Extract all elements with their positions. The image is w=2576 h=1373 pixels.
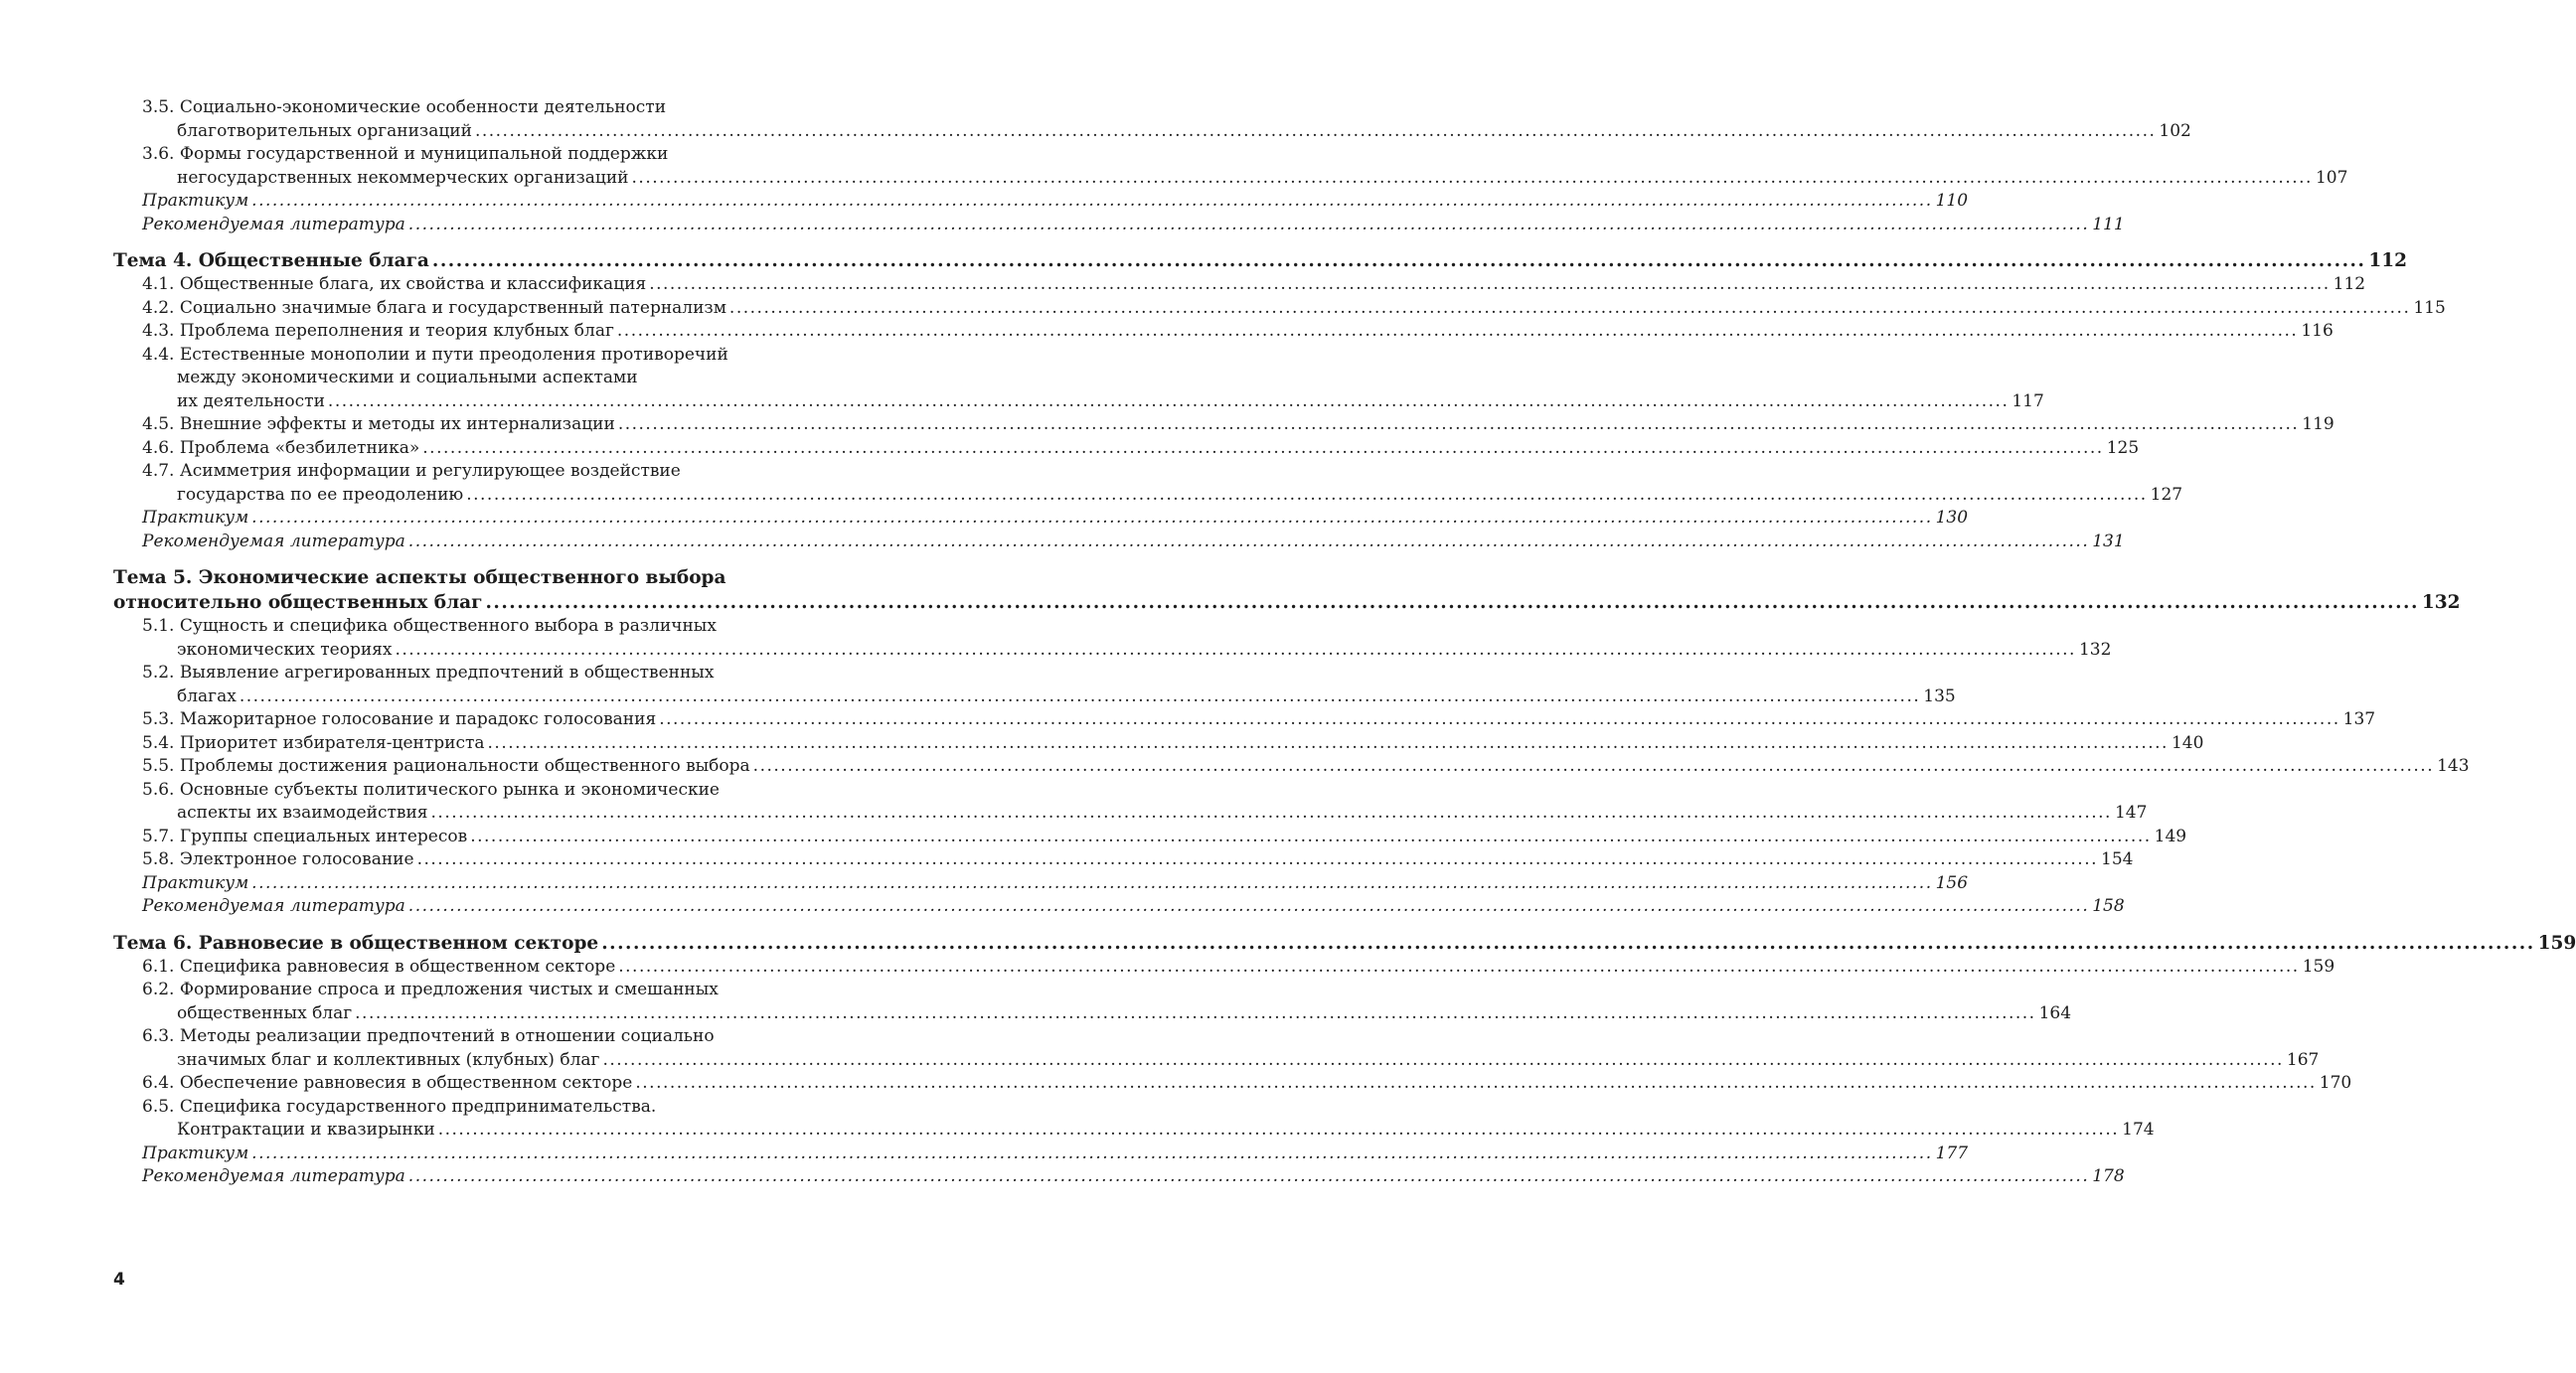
toc-section-entry[interactable] (113, 779, 2148, 826)
toc-page-number: 132 (2078, 639, 2112, 660)
toc-section-entry[interactable] (113, 956, 2335, 980)
toc-entry-text: 6.5. Специфика государственного предпринимательства. (142, 1096, 657, 1117)
toc-entry-text: благотворительных организаций (177, 120, 472, 141)
toc-entry-text: аспекты их взаимодействия (177, 803, 428, 823)
toc-topic-entry[interactable] (113, 931, 2576, 956)
dot-leader (635, 1073, 2316, 1093)
toc-entry-text: экономических теориях (177, 639, 393, 660)
dot-leader (470, 827, 2151, 846)
toc-section-entry[interactable] (113, 732, 2204, 756)
dot-leader (408, 532, 2089, 551)
toc-section-entry[interactable] (113, 755, 2470, 779)
toc-entry-text: их деятельности (177, 390, 325, 411)
toc-entry-text: 4.4. Естественные монополии и пути преодоления противоречий (142, 344, 728, 365)
toc-section-entry[interactable] (113, 615, 2112, 662)
toc-entry-text: 5.6. Основные субъекты политического рынка и экономические (142, 779, 720, 800)
toc-entry-text: 4.6. Проблема «безбилетника» (142, 437, 420, 458)
dot-leader (659, 709, 2339, 729)
toc-section-entry[interactable] (113, 1072, 2352, 1096)
toc-page-number: 143 (2437, 756, 2470, 776)
dot-leader (488, 733, 2169, 753)
dot-leader (240, 686, 1920, 706)
toc-page-number: 170 (2319, 1073, 2352, 1093)
toc-section-entry[interactable] (113, 1096, 2155, 1143)
toc-page-number: 112 (2333, 274, 2366, 294)
toc-page-number: 167 (2286, 1049, 2320, 1070)
dot-leader (355, 1003, 2035, 1023)
toc-section-entry[interactable] (113, 1025, 2320, 1072)
toc-entry-text: Практикум (142, 872, 249, 893)
toc-page-number: 102 (2159, 120, 2191, 141)
toc-page-number: 116 (2301, 321, 2334, 341)
dot-leader (422, 438, 2103, 458)
toc-extra-entry[interactable] (113, 1143, 1969, 1166)
toc-entry-text: Тема 5. Экономические аспекты общественного выбора (113, 567, 726, 588)
toc-page-number: 112 (2368, 250, 2408, 271)
toc-entry-text: 5.1. Сущность и специфика общественного выбора в различных (142, 616, 717, 636)
dot-leader (649, 274, 2330, 294)
dot-leader (632, 168, 2313, 188)
toc-entry-text: 6.4. Обеспечение равновесия в общественном секторе (142, 1073, 633, 1093)
toc-section-entry[interactable] (113, 413, 2334, 437)
toc-entry-text: 4.1. Общественные блага, их свойства и классификация (142, 274, 647, 294)
toc-entry-text: негосударственных некоммерческих организаций (177, 167, 629, 188)
toc-page-number: 164 (2038, 1002, 2072, 1023)
toc-extra-entry[interactable] (113, 190, 1969, 214)
dot-leader (417, 849, 2098, 869)
toc-section-entry[interactable] (113, 979, 2072, 1025)
toc-entry-text: 4.3. Проблема переполнения и теория клубных благ (142, 321, 614, 341)
toc-entry-text: 3.5. Социально-экономические особенности деятельности (142, 97, 667, 117)
dot-leader (753, 756, 2434, 776)
dot-leader (601, 933, 2534, 954)
toc-section-entry[interactable] (113, 826, 2187, 849)
toc-section-entry[interactable] (113, 320, 2334, 344)
toc-page-number: 177 (1935, 1143, 1969, 1163)
toc-entry-text: 4.7. Асимметрия информации и регулирующее воздействие (142, 461, 681, 481)
toc-entry-text: 6.2. Формирование спроса и предложения чистых и смешанных (142, 980, 719, 999)
toc-section-entry[interactable] (113, 273, 2366, 297)
toc-extra-entry[interactable] (113, 531, 2125, 554)
toc-entry-text: Тема 6. Равновесие в общественном секторе (113, 932, 599, 954)
toc-page-number: 131 (2092, 531, 2125, 551)
toc-entry-text: 4.2. Социально значимые блага и государственный патернализм (142, 297, 726, 318)
dot-leader (432, 250, 2365, 271)
toc-entry-text: Контрактации и квазирынки (177, 1120, 435, 1140)
dot-leader (438, 1120, 2119, 1140)
toc-entry-text: 5.3. Мажоритарное голосование и парадокс голосования (142, 709, 657, 729)
dot-leader (729, 298, 2410, 318)
toc-entry-text: 5.4. Приоритет избирателя-центриста (142, 732, 485, 753)
toc-extra-entry[interactable] (113, 1165, 2125, 1189)
toc-entry-text: 5.5. Проблемы достижения рациональности общественного выбора (142, 756, 750, 776)
toc-page-number: 149 (2154, 826, 2187, 846)
toc-extra-entry[interactable] (113, 507, 1969, 531)
toc-extra-entry[interactable] (113, 872, 1969, 896)
toc-page-number: 140 (2171, 732, 2204, 753)
toc-page-number: 178 (2092, 1166, 2125, 1186)
dot-leader (396, 640, 2076, 660)
dot-leader (466, 485, 2147, 505)
toc-entry-text: государства по ее преодолению (177, 484, 464, 505)
toc-topic-entry[interactable] (113, 248, 2408, 273)
toc-entry-text: Рекомендуемая литература (142, 896, 405, 916)
toc-page-number: 132 (2421, 592, 2461, 613)
toc-page-number: 158 (2092, 896, 2125, 916)
table-of-contents (113, 96, 2576, 1189)
page-number: 4 (113, 1270, 125, 1290)
toc-page-number: 125 (2106, 437, 2140, 458)
toc-entry-text: общественных благ (177, 1002, 353, 1023)
dot-leader (602, 1050, 2283, 1070)
toc-page-number: 111 (2092, 214, 2125, 234)
toc-page-number: 130 (1935, 508, 1969, 528)
dot-leader (328, 391, 2009, 411)
toc-page-number: 117 (2012, 390, 2044, 411)
toc-entry-text: 6.3. Методы реализации предпочтений в отношении социально (142, 1026, 715, 1046)
toc-page-number: 135 (1923, 686, 1956, 706)
toc-page-number: 159 (2537, 932, 2576, 954)
toc-extra-entry[interactable] (113, 214, 2125, 237)
toc-entry-text: благах (177, 686, 237, 706)
toc-page-number: 147 (2114, 803, 2148, 823)
toc-extra-entry[interactable] (113, 895, 2125, 919)
dot-leader (251, 873, 1932, 893)
dot-leader (475, 121, 2156, 141)
dot-leader (251, 191, 1932, 211)
toc-page-number: 174 (2122, 1120, 2155, 1140)
dot-leader (408, 1166, 2089, 1186)
toc-entry-text: Практикум (142, 508, 249, 528)
toc-section-entry[interactable] (113, 848, 2134, 872)
toc-section-entry[interactable] (113, 297, 2446, 321)
toc-entry-text: 5.2. Выявление агрегированных предпочтений в общественных (142, 663, 715, 683)
dot-leader (251, 508, 1932, 528)
toc-entry-text: 5.8. Электронное голосование (142, 849, 414, 869)
dot-leader (617, 321, 2298, 341)
toc-entry-text: Практикум (142, 1143, 249, 1163)
toc-entry-text: Рекомендуемая литература (142, 214, 405, 234)
dot-leader (431, 803, 2112, 823)
dot-leader (618, 414, 2299, 434)
toc-section-entry[interactable] (113, 96, 2191, 143)
toc-entry-text: 3.6. Формы государственной и муниципальной поддержки (142, 144, 669, 164)
toc-section-entry[interactable] (113, 344, 2044, 414)
toc-section-entry[interactable] (113, 437, 2140, 461)
toc-section-entry[interactable] (113, 460, 2183, 507)
toc-page-number: 156 (1935, 872, 1969, 893)
toc-page-number: 137 (2342, 709, 2376, 729)
toc-entry-text: 6.1. Специфика равновесия в общественном секторе (142, 956, 616, 977)
toc-page-number: 107 (2315, 167, 2348, 188)
toc-section-entry[interactable] (113, 662, 1956, 708)
toc-entry-text: между экономическими и социальными аспектами (177, 368, 638, 387)
toc-page-number: 159 (2302, 956, 2335, 977)
toc-section-entry[interactable] (113, 708, 2376, 732)
dot-leader (618, 957, 2299, 977)
toc-page-number: 115 (2413, 297, 2446, 318)
toc-page-number: 119 (2302, 414, 2334, 434)
dot-leader (485, 592, 2418, 613)
toc-entry-text: 5.7. Группы специальных интересов (142, 826, 468, 846)
dot-leader (251, 1144, 1932, 1163)
toc-topic-entry[interactable] (113, 565, 2461, 615)
toc-page-number: 127 (2150, 484, 2183, 505)
toc-entry-text: Тема 4. Общественные блага (113, 250, 429, 271)
toc-entry-text: 4.5. Внешние эффекты и методы их интернализации (142, 414, 615, 434)
toc-page-number: 110 (1935, 191, 1969, 211)
toc-entry-text: значимых благ и коллективных (клубных) благ (177, 1049, 600, 1070)
toc-entry-text: относительно общественных благ (113, 592, 483, 613)
toc-entry-text: Практикум (142, 191, 249, 211)
toc-page-number: 154 (2101, 849, 2134, 869)
toc-entry-text: Рекомендуемая литература (142, 531, 405, 551)
toc-entry-text: Рекомендуемая литература (142, 1166, 405, 1186)
dot-leader (408, 215, 2089, 234)
toc-section-entry[interactable] (113, 143, 2348, 190)
dot-leader (408, 896, 2089, 916)
